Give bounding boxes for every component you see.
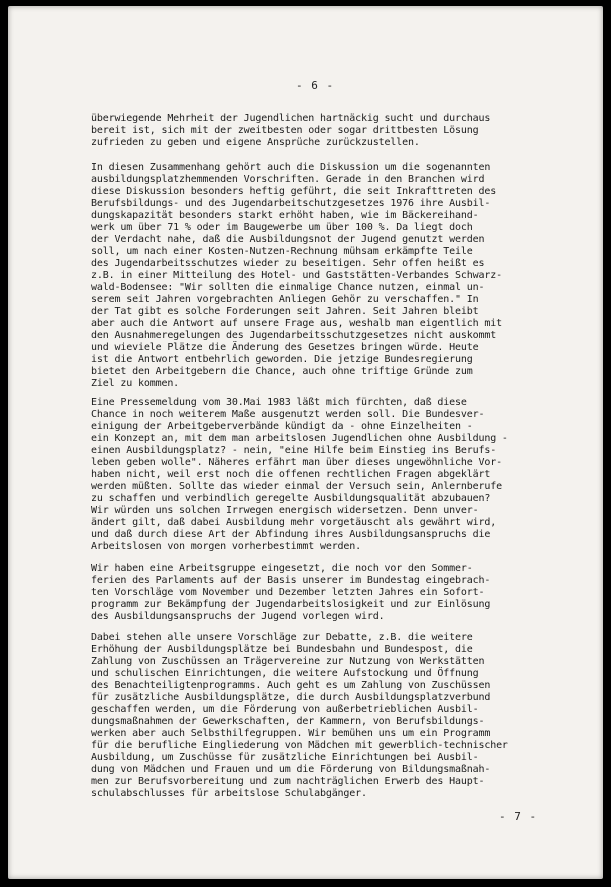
text-line: ein Konzept an, mit dem man arbeitslosen Jugendlichen ohne Ausbildung -: [91, 433, 508, 445]
text-line: serem seit Jahren vorgebrachten Anliegen Gehör zu verschaffen." In: [91, 294, 479, 306]
text-line: ist die Antwort entbehrlich geworden. Die jetzige Bundesregierung: [91, 354, 473, 366]
text-line: soll, um nach einer Kosten-Nutzen-Rechnung mühsam erkämpfte Teile: [91, 246, 473, 258]
text-line: Eine Pressemeldung vom 30.Mai 1983 läßt mich fürchten, daß diese: [91, 397, 467, 408]
text-line: überwiegende Mehrheit der Jugendlichen hartnäckig sucht und durchaus: [91, 113, 491, 124]
text-line: dungsmaßnahmen der Gewerkschaften, der Kammern, von Berufsbildungs-: [91, 716, 485, 728]
text-line: ausbildungsplatzhemmenden Vorschriften. Gerade in den Branchen wird: [91, 174, 485, 186]
text-line: der Verdacht nahe, daß die Ausbildungsnot der Jugend genutzt werden: [91, 234, 485, 246]
text-line: In diesen Zusammenhang gehört auch die Diskussion um die sogenannten: [91, 162, 491, 173]
text-line: Wir würden uns solchen Irrwegen energisch widersetzen. Denn unver-: [91, 505, 479, 517]
text-line: der Tat gibt es solche Forderungen seit Jahren. Seit Jahren bleibt: [91, 306, 479, 318]
text-line: Arbeitslosen von morgen vorherbestimmt werden.: [91, 541, 362, 553]
text-line: Dabei stehen alle unsere Vorschläge zur Debatte, z.B. die weitere: [91, 632, 473, 643]
text-line: für zusätzliche Ausbildungsplätze, die durch Ausbildungsplatzverbund: [91, 692, 491, 704]
text-line: bietet den Arbeitgebern die Chance, auch ohne triftige Gründe zum: [91, 366, 473, 378]
text-line: Erhöhung der Ausbildungsplätze bei Bundesbahn und Bundespost, die: [91, 644, 473, 656]
text-line: zu schaffen und verbindlich geregelte Ausbildungsqualität abzubauen?: [91, 493, 491, 505]
text-line: wald-Bodensee: "Wir sollten die einmalige Chance nutzen, einmal un-: [91, 282, 485, 294]
text-line: und daß durch diese Art der Abfindung ihres Ausbildungsanspruchs die: [91, 529, 491, 541]
text-line: dung von Mädchen und Frauen und um die Förderung von Bildungsmaßnah-: [91, 764, 491, 776]
document-page: [8, 6, 603, 879]
text-line: den Ausnahmeregelungen des Jugendarbeitsschutzgesetzes nicht auskommt: [91, 330, 497, 342]
text-line: einigung der Arbeitgeberverbände kündigt da - ohne Einzelheiten -: [91, 421, 473, 433]
text-line: werden müßten. Sollte das wieder einmal der Versuch sein, Anlernberufe: [91, 481, 502, 493]
text-line: z.B. in einer Mitteilung des Hotel- und Gaststätten-Verbandes Schwarz-: [91, 270, 502, 282]
text-line: einen Ausbildungsplatz? - nein, "eine Hilfe beim Einstieg ins Berufs-: [91, 445, 497, 457]
page-number-bottom: - 7 -: [499, 810, 538, 823]
text-line: zufrieden zu geben und eigene Ansprüche zurückzustellen.: [91, 137, 420, 149]
text-line: dungskapazität besonders starkt erhöht haben, wie im Bäckereihand-: [91, 210, 479, 222]
page-number-top: - 6 -: [296, 79, 335, 92]
text-line: und wieviele Plätze die Änderung des Gesetzes bringen würde. Heute: [91, 342, 479, 354]
text-line: für die berufliche Eingliederung von Mädchen mit gewerblich-technischer: [91, 740, 508, 752]
text-line: bereit ist, sich mit der zweitbesten oder sogar drittbesten Lösung: [91, 125, 479, 137]
text-line: Zahlung von Zuschüssen an Trägervereine zur Nutzung von Werkstätten: [91, 656, 485, 668]
text-line: des Jugendarbeitsschutzes wieder zu beseitigen. Sehr offen heißt es: [91, 258, 485, 270]
text-line: men zur Berufsvorbereitung und zum nachträglichen Erwerb des Haupt-: [91, 776, 485, 788]
text-line: Ausbildung, um Zuschüsse für zusätzliche Einrichtungen bei Ausbil-: [91, 752, 479, 764]
text-line: Ziel zu kommen.: [91, 378, 180, 390]
text-line: schulabschlusses für arbeitslose Schulabgänger.: [91, 788, 367, 800]
text-line: des Benachteiligtenprogramms. Auch geht es um Zahlung von Zuschüssen: [91, 680, 491, 692]
text-line: leben geben wolle". Näheres erfährt man über dieses ungewöhnliche Vor-: [91, 457, 502, 469]
text-line: Berufsbildungs- und des Jugendarbeitschutzgesetzes 1976 ihre Ausbil-: [91, 198, 491, 210]
text-line: Wir haben eine Arbeitsgruppe eingesetzt, die noch vor den Sommer-: [91, 563, 473, 574]
text-line: haben nicht, weil erst noch die offenen rechtlichen Fragen abgeklärt: [91, 469, 491, 481]
text-line: Chance in noch weiterem Maße ausgenutzt werden soll. Die Bundesver-: [91, 409, 485, 421]
text-line: aber auch die Antwort auf unsere Frage aus, weshalb man eigentlich mit: [91, 318, 502, 330]
text-line: ändert gilt, daß dabei Ausbildung mehr vorgetäuscht als gewährt wird,: [91, 517, 497, 529]
text-line: und schulischen Einrichtungen, die weitere Aufstockung und Öffnung: [91, 668, 479, 680]
text-line: geschaffen werden, um die Förderung von außerbetrieblichen Ausbil-: [91, 704, 479, 716]
text-line: des Ausbildungsanspruchs der Jugend vorlegen wird.: [91, 611, 385, 623]
text-line: werk um über 71 % oder im Baugewerbe um über 100 %. Da liegt doch: [91, 222, 473, 234]
text-line: diese Diskussion besonders heftig geführt, die seit Inkrafttreten des: [91, 186, 497, 198]
text-line: ten Vorschläge vom November und Dezember letzten Jahres ein Sofort-: [91, 587, 485, 599]
text-line: ferien des Parlaments auf der Basis unserer im Bundestag eingebrach-: [91, 575, 491, 587]
text-line: werken aber auch Selbsthilfegruppen. Wir bemühen uns um ein Programm: [91, 728, 491, 740]
text-line: programm zur Bekämpfung der Jugendarbeitslosigkeit und zur Einlösung: [91, 599, 491, 611]
